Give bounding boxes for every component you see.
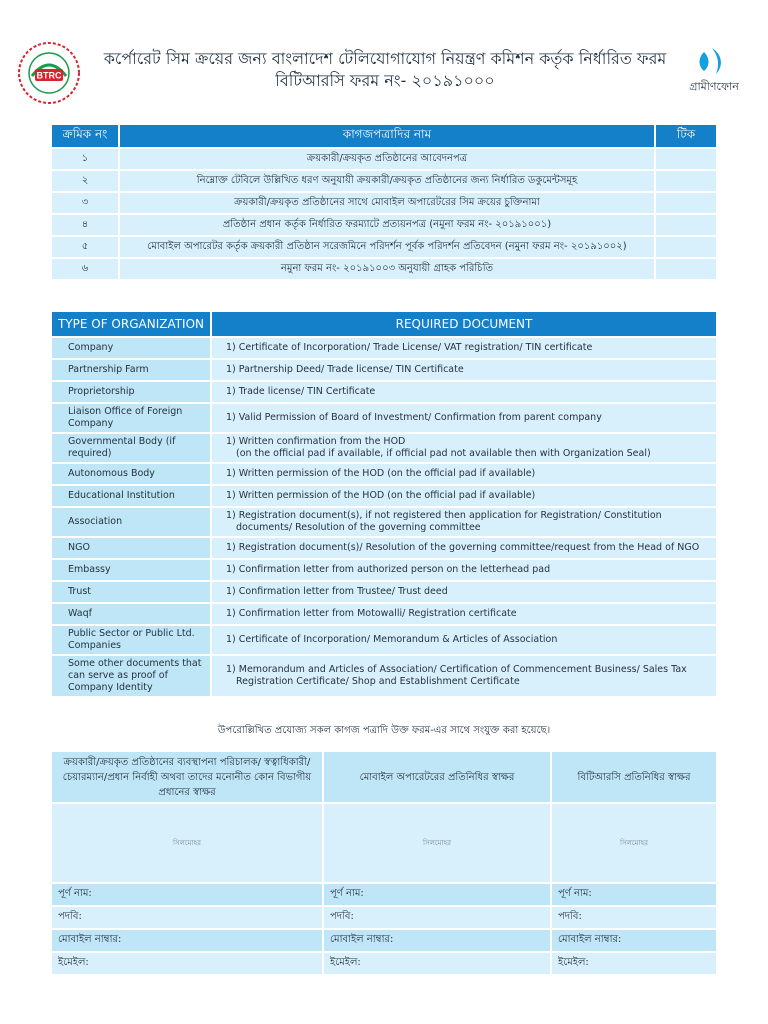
organization-type-cell: Trust: [52, 582, 210, 602]
required-document-cell: [210, 626, 716, 654]
required-document-cell: [210, 582, 716, 602]
operator-mobile-field[interactable]: মোবাইল নাম্বার:: [322, 928, 550, 951]
document-name-header: কাগজপত্রাদির নাম: [118, 125, 654, 147]
required-document-cell: [210, 360, 716, 380]
buyer-designation-field[interactable]: পদবি:: [52, 905, 322, 928]
document-line: 1) Certificate of Incorporation/ Trade License/ VAT registration/ TIN certificate: [226, 342, 593, 353]
signature-header-row: [52, 752, 716, 802]
organization-type-cell: Autonomous Body: [52, 464, 210, 484]
document-line: 1) Confirmation letter from Trustee/ Trust deed: [226, 586, 448, 597]
table-row: [52, 149, 716, 169]
required-document-cell: [210, 464, 716, 484]
attachment-note: উপরোল্লিখিত প্রযোজ্য সকল কাগজ পত্রাদি উক্ত ফরম-এর সাথে সংযুক্ত করা হয়েছে।: [217, 725, 551, 736]
page-header: [0, 0, 768, 118]
document-line: 1) Written permission of the HOD (on the official pad if available): [226, 490, 536, 501]
documents-checklist-table: [52, 123, 716, 281]
table-row: [52, 464, 716, 484]
table-row: [52, 656, 716, 696]
tick-box[interactable]: [654, 193, 716, 213]
operator-email-field[interactable]: ইমেইল:: [322, 951, 550, 974]
organization-type-cell: Liaison Office of Foreign Company: [52, 404, 210, 432]
operator-seal-area[interactable]: সিলমোহর: [322, 802, 550, 882]
document-line-continued: documents/ Resolution of the governing committee: [236, 522, 481, 533]
tick-header: টিক: [654, 125, 716, 147]
document-line: 1) Trade license/ TIN Certificate: [226, 386, 376, 397]
required-document-header: REQUIRED DOCUMENT: [210, 312, 716, 336]
document-line-continued: Registration Certificate/ Shop and Establishment Certificate: [236, 676, 520, 687]
form-title: কর্পোরেট সিম ক্রয়ের জন্য বাংলাদেশ টেলিযোগাযোগ নিয়ন্ত্রণ কমিশন কর্তৃক নির্ধারিত ফরম: [103, 49, 667, 68]
table-row: [52, 360, 716, 380]
table-row: [52, 626, 716, 654]
grameenphone-logo-text: গ্রামীণফোন: [689, 80, 739, 93]
table-row: [52, 582, 716, 602]
document-line: 1) Registration document(s), if not registered then application for Registration/ Constitution: [226, 510, 662, 521]
document-name-cell: প্রতিষ্ঠান প্রধান কর্তৃক নির্ধারিত ফরম্যাটে প্রত্যয়নপত্র (নমুনা ফরম নং- ২০১৯১০০১): [118, 215, 654, 235]
document-line: 1) Confirmation letter from Motowalli/ Registration certificate: [226, 608, 517, 619]
btrc-full-name-field[interactable]: পূর্ণ নাম:: [550, 882, 716, 905]
table-row: [52, 193, 716, 213]
email-row: [52, 951, 716, 974]
serial-cell: ৪: [52, 215, 118, 235]
document-line: 1) Partnership Deed/ Trade license/ TIN Certificate: [226, 364, 464, 375]
organization-type-cell: Educational Institution: [52, 486, 210, 506]
organization-type-cell: NGO: [52, 538, 210, 558]
table-row: [52, 604, 716, 624]
serial-cell: ২: [52, 171, 118, 191]
buyer-full-name-field[interactable]: পূর্ণ নাম:: [52, 882, 322, 905]
tick-box[interactable]: [654, 149, 716, 169]
organization-header-row: [52, 312, 716, 336]
required-document-cell: [210, 604, 716, 624]
tick-box[interactable]: [654, 215, 716, 235]
document-line: 1) Valid Permission of Board of Investment/ Confirmation from parent company: [226, 412, 602, 423]
document-name-cell: মোবাইল অপারেটর কর্তৃক ক্রয়কারী প্রতিষ্ঠান সরেজমিনে পরিদর্শন পূর্বক পরিদর্শন প্রতিবেদন (নমুনা ফরম নং- ২০১৯১০০২): [118, 237, 654, 257]
signature-seal-row: [52, 802, 716, 882]
designation-row: [52, 905, 716, 928]
document-name-cell: নমুনা ফরম নং- ২০১৯১০০৩ অনুযায়ী গ্রাহক পরিচিতি: [118, 259, 654, 279]
btrc-logo: [16, 40, 82, 106]
serial-cell: ৫: [52, 237, 118, 257]
document-line: 1) Written confirmation from the HOD: [226, 436, 406, 447]
table-row: [52, 434, 716, 462]
btrc-designation-field[interactable]: পদবি:: [550, 905, 716, 928]
required-document-cell: [210, 538, 716, 558]
operator-signature-header: মোবাইল অপারেটরের প্রতিনিধির স্বাক্ষর: [322, 752, 550, 802]
tick-box[interactable]: [654, 171, 716, 191]
btrc-seal-area[interactable]: সিলমোহর: [550, 802, 716, 882]
table-row: [52, 560, 716, 580]
form-number: বিটিআরসি ফরম নং- ২০১৯১০০০: [275, 71, 495, 90]
table-row: [52, 382, 716, 402]
serial-header: ক্রমিক নং: [52, 125, 118, 147]
organization-type-cell: Public Sector or Public Ltd. Companies: [52, 626, 210, 654]
btrc-email-field[interactable]: ইমেইল:: [550, 951, 716, 974]
documents-header-row: [52, 125, 716, 147]
organization-type-cell: Proprietorship: [52, 382, 210, 402]
table-row: [52, 338, 716, 358]
table-row: [52, 259, 716, 279]
tick-box[interactable]: [654, 237, 716, 257]
table-row: [52, 404, 716, 432]
btrc-logo-text: BTRC: [36, 70, 62, 81]
required-document-cell: [210, 404, 716, 432]
table-row: [52, 171, 716, 191]
organization-type-cell: Some other documents that can serve as proof of Company Identity: [52, 656, 210, 696]
table-row: [52, 486, 716, 506]
serial-cell: ৩: [52, 193, 118, 213]
organization-type-header: TYPE OF ORGANIZATION: [52, 312, 210, 336]
document-name-cell: ক্রয়কারী/ক্রয়কৃত প্রতিষ্ঠানের সাথে মোবাইল অপারেটরের সিম ক্রয়ের চুক্তিনামা: [118, 193, 654, 213]
document-name-cell: ক্রয়কারী/ক্রয়কৃত প্রতিষ্ঠানের আবেদনপত্র: [118, 149, 654, 169]
table-row: [52, 508, 716, 536]
buyer-seal-area[interactable]: সিলমোহর: [52, 802, 322, 882]
required-document-cell: [210, 338, 716, 358]
required-document-cell: [210, 434, 716, 462]
operator-designation-field[interactable]: পদবি:: [322, 905, 550, 928]
organization-type-cell: Waqf: [52, 604, 210, 624]
document-line: 1) Certificate of Incorporation/ Memorandum & Articles of Association: [226, 634, 558, 645]
btrc-mobile-field[interactable]: মোবাইল নাম্বার:: [550, 928, 716, 951]
buyer-signature-header: ক্রয়কারী/ক্রয়কৃত প্রতিষ্ঠানের ব্যবস্থাপনা পরিচালক/ স্বত্বাধিকারী/চেয়ারম্যান/প্রধান নির্বাহী অথবা তাদের মনোনীত কোন বিভাগীয় প্রধানের স্বাক্ষর: [52, 752, 322, 802]
document-name-cell: নিম্নোক্ত টেবিলে উল্লিখিত ধরণ অনুযায়ী ক্রয়কারী/ক্রয়কৃত প্রতিষ্ঠানের জন্য নির্ধারিত ডকুমেন্টসমূহ: [118, 171, 654, 191]
document-line: 1) Memorandum and Articles of Association/ Certification of Commencement Business/ Sales Tax: [226, 664, 687, 675]
tick-box[interactable]: [654, 259, 716, 279]
document-line: 1) Confirmation letter from authorized person on the letterhead pad: [226, 564, 551, 575]
signature-table: [52, 752, 716, 974]
btrc-signature-header: বিটিআরসি প্রতিনিধির স্বাক্ষর: [550, 752, 716, 802]
document-line-continued: (on the official pad if available, if official pad not available then with Organization Seal): [236, 448, 651, 459]
required-document-cell: [210, 656, 716, 696]
document-line: 1) Registration document(s)/ Resolution of the governing committee/request from the Head of NGO: [226, 542, 700, 553]
organization-type-cell: Association: [52, 508, 210, 536]
table-row: [52, 215, 716, 235]
required-document-cell: [210, 508, 716, 536]
organization-type-cell: Governmental Body (if required): [52, 434, 210, 462]
required-document-cell: [210, 560, 716, 580]
organization-type-cell: Partnership Farm: [52, 360, 210, 380]
organization-documents-table: [52, 310, 716, 698]
required-document-cell: [210, 486, 716, 506]
organization-type-cell: Company: [52, 338, 210, 358]
serial-cell: ১: [52, 149, 118, 169]
table-row: [52, 538, 716, 558]
document-line: 1) Written permission of the HOD (on the official pad if available): [226, 468, 536, 479]
serial-cell: ৬: [52, 259, 118, 279]
operator-full-name-field[interactable]: পূর্ণ নাম:: [322, 882, 550, 905]
organization-type-cell: Embassy: [52, 560, 210, 580]
buyer-mobile-field[interactable]: মোবাইল নাম্বার:: [52, 928, 322, 951]
required-document-cell: [210, 382, 716, 402]
table-row: [52, 237, 716, 257]
mobile-number-row: [52, 928, 716, 951]
full-name-row: [52, 882, 716, 905]
buyer-email-field[interactable]: ইমেইল:: [52, 951, 322, 974]
